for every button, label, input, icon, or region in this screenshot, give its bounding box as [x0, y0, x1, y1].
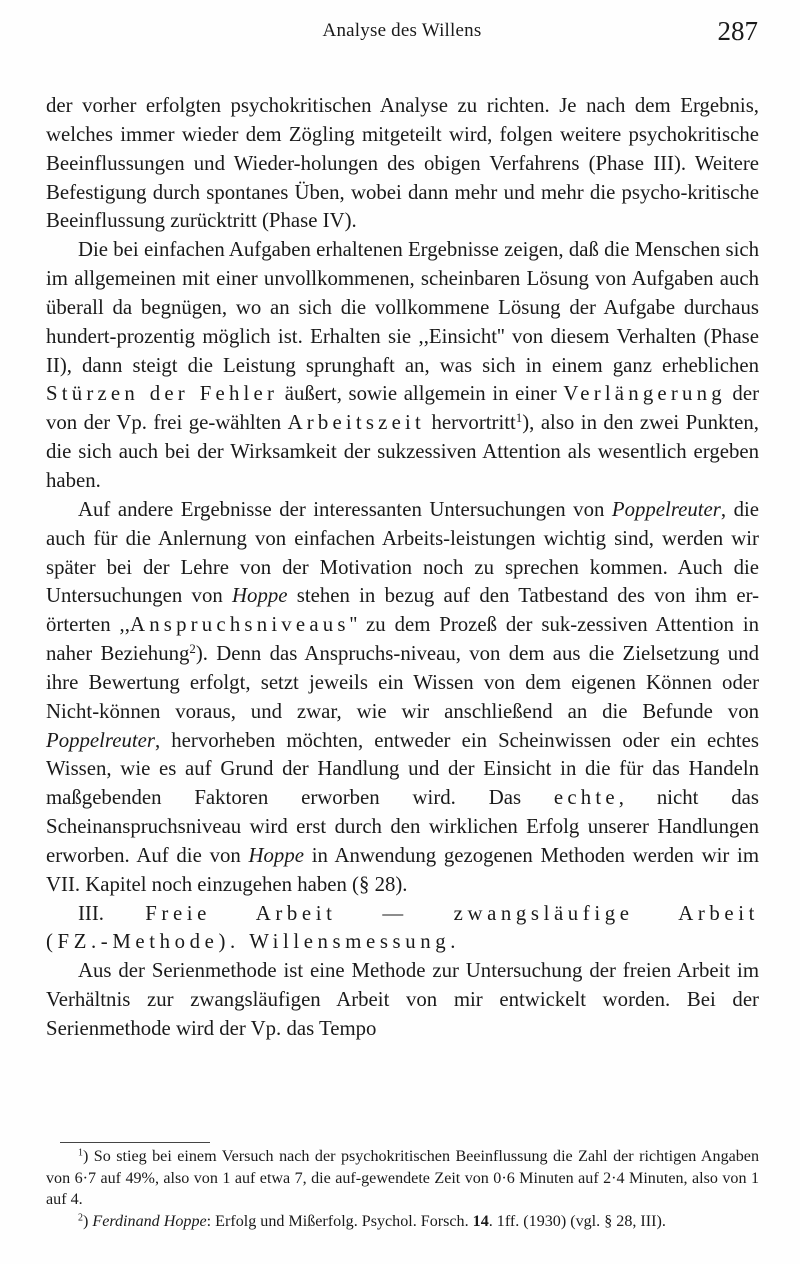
author-name: Hoppe	[248, 843, 304, 867]
section-heading-line-2: (FZ.-Methode). Willensmessung.	[46, 930, 461, 954]
running-header	[46, 16, 758, 52]
running-title: Analyse des Willens	[322, 20, 482, 41]
paragraph-4: Aus der Serienmethode ist eine Methode zur Untersuchung der freien Arbeit im Verhältnis zur zwangsläufigen Arbeit von mir entwickelt worden. Bei der Serienmethode wird der Vp. das Tempo	[46, 959, 759, 1040]
footnote-ref-2[interactable]: 2	[189, 641, 196, 656]
footnote-2: $^2$) Ferdinand Hoppe: Erfolg und Mißerfolg. Psychol. Forsch. 14. 1ff. (1930) (vgl. § 28, III).	[78, 1212, 666, 1230]
spaced-emphasis: Verlängerung	[563, 382, 726, 406]
footnote-rule	[60, 1142, 210, 1143]
volume-number: 14	[472, 1212, 489, 1230]
section-heading: III. Freie Arbeit — zwangsläufige Arbeit	[78, 901, 759, 925]
spaced-emphasis: Arbeitszeit	[287, 411, 426, 435]
footnote-1: $^1$) So stieg bei einem Versuch nach der psychokritischen Beeinflussung die Zahl der richtigen Angaben von 6·7 auf 49%, also von 1 auf etwa 7, die auf-gewendete Zeit von 0·6 Minuten auf 2·4 Minuten, also von 1 auf 4.	[46, 1147, 759, 1209]
page-number: 287	[717, 16, 758, 46]
paragraph-1: der vorher erfolgten psychokritischen Analyse zu richten. Je nach dem Ergebnis, welches immer wieder dem Zögling mitgeteilt wird, folgen weitere psychokritische Beeinflussungen und Wieder-holungen des obigen Verfahrens (Phase III). Weitere Befestigung durch spontanes Üben, wobei dann mehr und mehr die psycho-kritische Beeinflussung zurücktritt (Phase IV).	[46, 94, 759, 233]
author-name: Poppelreuter	[611, 497, 721, 521]
author-name: Poppelreuter	[46, 728, 155, 752]
paragraph-2: Die bei einfachen Aufgaben erhaltenen Ergebnisse zeigen, daß die Menschen sich im allgemeinen mit einer unvollkommenen, scheinbaren Lösung von Aufgaben auch überall da begnügen, wo an sich die vollkommene Lösung der Aufgabe durchaus hundert-prozentig möglich ist. Erhalten sie ,,Einsicht'' von diesem Verhalten (Phase II), dann steigt die Leistung sprunghaft an, was sich in einem ganz erheblichen Stürzen der Fehler äußert, sowie allgemein in einer Verlängerung der von der Vp. frei ge-wählten Arbeitszeit hervortritt$^1$), also in den zwei Punkten, die sich auch bei der Wirksamkeit der sukzessiven Attention als wesentlich ergeben haben.	[46, 238, 760, 492]
footnote-ref-1[interactable]: 1	[515, 411, 523, 426]
main-text	[46, 92, 759, 1044]
author-name: Hoppe	[232, 584, 288, 608]
spaced-emphasis: Anspruchsniveaus	[129, 613, 350, 637]
footnotes	[46, 1146, 759, 1232]
paragraph-3: Auf andere Ergebnisse der interessanten Untersuchungen von Poppelreuter, die auch für die Anlernung von einfachen Arbeits-leistungen wichtig sind, werden wir später bei der Lehre von der Motivation noch zu sprechen kommen. Auch die Untersuchungen von Hoppe stehen in bezug auf den Tatbestand des von ihm er-örterten ,,Anspruchsniveaus'' zu dem Prozeß der suk-zessiven Attention in naher Beziehung$^2$). Denn das Anspruchs-niveau, von dem aus die Zielsetzung und ihre Bewertung erfolgt, setzt jeweils ein Wissen von dem eigenen Können oder Nicht-können voraus, und zwar, wie wir anschließend an die Befunde von Poppelreuter, hervorheben möchten, entweder ein Scheinwissen oder ein echtes Wissen, wie es auf Grund der Handlung und der Einsicht in die für das Handeln maßgebenden Faktoren erworben wird. Das echte, nicht das Scheinanspruchsniveau wird erst durch den wirklichen Erfolg unserer Handlungen erworben. Auf die von Hoppe in Anwendung gezogenen Methoden werden wir im VII. Kapitel noch einzugehen haben (§ 28).	[46, 497, 760, 896]
footnote-author: Ferdinand Hoppe	[92, 1212, 207, 1230]
spaced-emphasis: echte	[553, 786, 619, 810]
spaced-emphasis: Stürzen der Fehler	[46, 382, 279, 406]
